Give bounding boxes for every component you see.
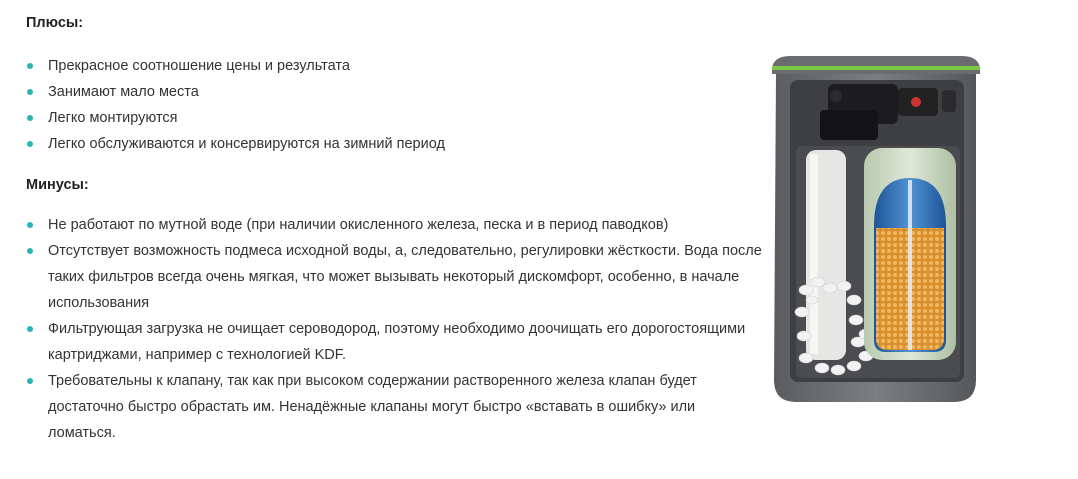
bullet-icon (27, 89, 33, 95)
list-item: Легко монтируются (26, 105, 766, 131)
list-item: Прекрасное соотношение цены и результата (26, 53, 766, 79)
list-item: Занимают мало места (26, 79, 766, 105)
bullet-icon (27, 326, 33, 332)
bullet-icon (27, 222, 33, 228)
bullet-icon (27, 63, 33, 69)
list-item: Легко обслуживаются и консервируются на зимний период (26, 131, 766, 157)
cons-list (26, 212, 766, 446)
bullet-icon (27, 378, 33, 384)
pros-list (26, 53, 766, 157)
list-item: Требовательны к клапану, так как при высоком содержании растворенного железа клапан будет достаточно быстро обрастать им. Ненадёжные клапаны могут быстро «вставать в ошибку» или ломаться. (26, 368, 766, 446)
cons-heading: Минусы: (26, 177, 89, 193)
water-softener-image (766, 50, 986, 410)
list-item: Фильтрующая загрузка не очищает сероводород, поэтому необходимо доочищать его дорогостоящими картриджами, например с технологией KDF. (26, 316, 766, 368)
bullet-icon (27, 248, 33, 254)
list-item: Отсутствует возможность подмеса исходной воды, а, следовательно, регулировки жёсткости. Вода после таких фильтров всегда очень мягкая, что может вызывать некоторый дискомфорт, особенно, в начале использования (26, 238, 766, 316)
list-item: Не работают по мутной воде (при наличии окисленного железа, песка и в период паводков) (26, 212, 766, 238)
water-softener-cabinet-icon (766, 50, 986, 410)
pros-heading: Плюсы: (26, 15, 84, 31)
bullet-icon (27, 141, 33, 147)
bullet-icon (27, 115, 33, 121)
